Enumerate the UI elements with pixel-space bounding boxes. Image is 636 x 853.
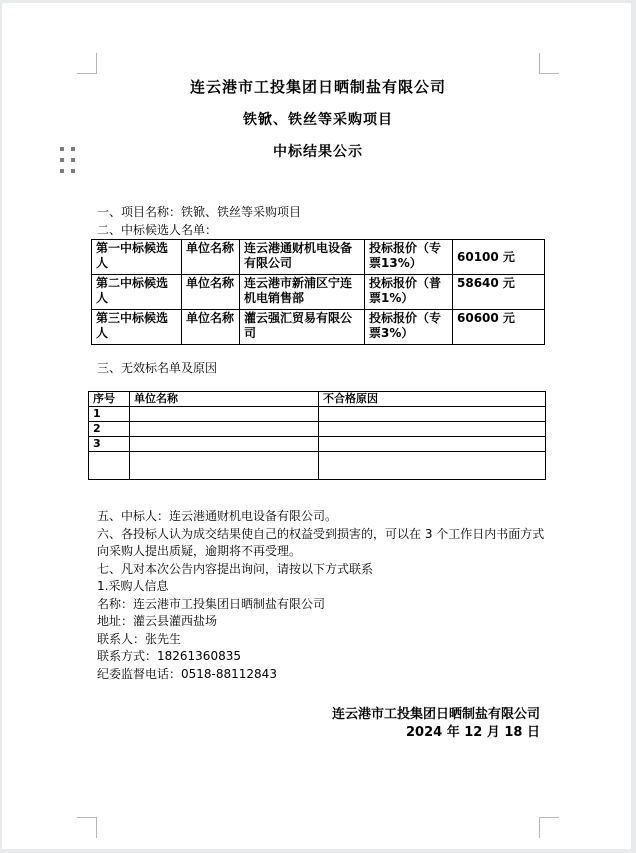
company-name-cell: 灌云强汇贸易有限公司 <box>240 310 365 345</box>
unit-name-label-cell: 单位名称 <box>182 310 240 345</box>
purchaser-address: 地址：灌云县灌西盐场 <box>97 614 218 628</box>
supervision-phone: 纪委监督电话：0518-88112843 <box>97 666 277 681</box>
table-row <box>92 275 545 310</box>
serial-cell: 1 <box>89 407 130 422</box>
table-header-row <box>89 392 546 407</box>
bid-amount-cell: 60600 元 <box>453 310 545 345</box>
contact-phone: 联系方式：18261360835 <box>97 649 241 663</box>
document-title-project: 铁锨、铁丝等采购项目 <box>243 112 393 128</box>
table-row <box>89 437 546 452</box>
section-6-objection-notice: 六、各投标人认为成交结果使自己的权益受到损害的，可以在 3 个工作日内书面方式向采购人提出质疑，逾期将不再受理。 <box>97 526 545 558</box>
unit-name-cell <box>130 437 319 452</box>
table-row <box>92 310 545 345</box>
bid-price-label-cell: 投标报价（普票1%） <box>365 275 453 310</box>
drag-handle-dot <box>60 169 64 173</box>
signature-date: 2024 年 12 月 18 日 <box>406 725 540 740</box>
candidate-rank-cell: 第一中标候选人 <box>92 240 182 275</box>
reason-cell <box>319 452 546 480</box>
serial-cell <box>89 452 130 480</box>
table-row <box>89 452 546 480</box>
unit-name-cell <box>130 452 319 480</box>
body-paragraphs <box>97 508 547 683</box>
company-name-cell: 连云港市新浦区宁连机电销售部 <box>240 275 365 310</box>
unit-name-cell <box>130 407 319 422</box>
candidate-rank-cell: 第三中标候选人 <box>92 310 182 345</box>
margin-crop-mark-bottom-right <box>539 817 559 838</box>
margin-crop-mark-bottom-left <box>77 817 97 838</box>
bid-amount-cell: 60100 元 <box>453 240 545 275</box>
drag-handle-dot <box>60 158 64 162</box>
bid-price-label-cell: 投标报价（专票13%） <box>365 240 453 275</box>
margin-crop-mark-top-left <box>77 53 97 74</box>
section-3-invalid-bids-heading: 三、无效标名单及原因 <box>97 361 218 375</box>
signature-block <box>332 706 540 742</box>
drag-handle-dot <box>71 147 75 151</box>
drag-handle-dot <box>71 169 75 173</box>
drag-handle-icon[interactable] <box>60 147 75 173</box>
invalid-bids-table <box>88 391 546 480</box>
signature-company: 连云港市工投集团日晒制盐有限公司 <box>331 707 540 722</box>
bid-price-label-cell: 投标报价（专票3%） <box>365 310 453 345</box>
reason-header-cell: 不合格原因 <box>319 392 546 407</box>
unit-name-cell <box>130 422 319 437</box>
purchaser-name: 名称：连云港市工投集团日晒制盐有限公司 <box>97 596 326 611</box>
bid-candidates-table <box>91 239 545 345</box>
unit-name-header-cell: 单位名称 <box>130 392 319 407</box>
company-name-cell: 连云港通财机电设备有限公司 <box>240 240 365 275</box>
reason-cell <box>319 437 546 452</box>
serial-cell: 3 <box>89 437 130 452</box>
section-1-project-name: 一、项目名称：铁锨、铁丝等采购项目 <box>97 205 302 219</box>
margin-crop-mark-top-right <box>539 53 559 74</box>
drag-handle-dot <box>71 158 75 162</box>
section-5-winner: 五、中标人：连云港通财机电设备有限公司。 <box>97 509 338 523</box>
table-row <box>89 422 546 437</box>
purchaser-info-heading: 1.采购人信息 <box>97 579 169 593</box>
reason-cell <box>319 422 546 437</box>
section-7-contact-notice: 七、凡对本次公告内容提出询问，请按以下方式联系 <box>97 561 374 576</box>
section-2-candidates-heading: 二、中标候选人名单： <box>97 223 218 237</box>
drag-handle-dot <box>60 147 64 151</box>
contact-person: 联系人：张先生 <box>97 631 182 646</box>
unit-name-label-cell: 单位名称 <box>182 275 240 310</box>
table-row <box>89 407 546 422</box>
unit-name-label-cell: 单位名称 <box>182 240 240 275</box>
table-row <box>92 240 545 275</box>
candidate-rank-cell: 第二中标候选人 <box>92 275 182 310</box>
serial-header-cell: 序号 <box>89 392 130 407</box>
document-title-announcement: 中标结果公示 <box>273 144 363 160</box>
serial-cell: 2 <box>89 422 130 437</box>
document-title-company: 连云港市工投集团日晒制盐有限公司 <box>189 78 446 96</box>
reason-cell <box>319 407 546 422</box>
bid-amount-cell: 58640 元 <box>453 275 545 310</box>
